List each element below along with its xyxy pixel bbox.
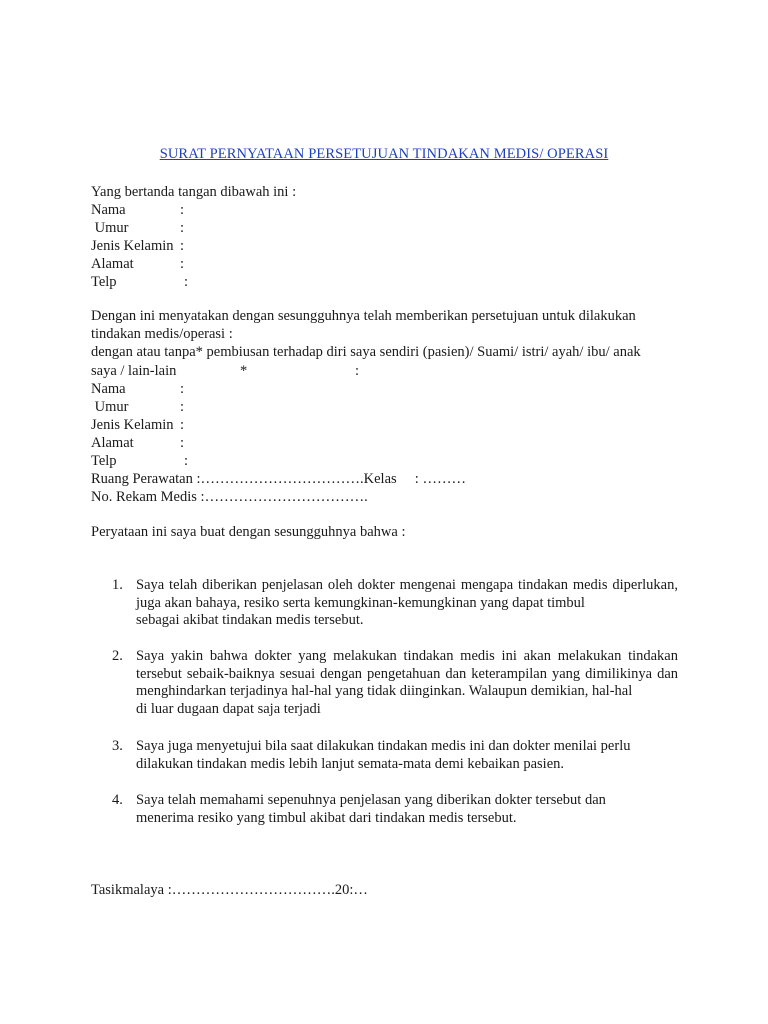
field-colon: : xyxy=(180,202,185,218)
field-label-alamat: Alamat xyxy=(91,435,134,451)
field-label-jenis-kelamin: Jenis Kelamin xyxy=(91,238,174,254)
list-item-number: 1. xyxy=(112,577,123,593)
statement-paragraph xyxy=(91,308,678,343)
statement-colon: : xyxy=(355,363,360,379)
field-colon: : xyxy=(180,238,185,254)
list-item-line: Saya telah memahami sepenuhnya penjelasan yang diberikan dokter tersebut dan xyxy=(136,792,606,808)
statement-line-2: tindakan medis/operasi : xyxy=(91,325,233,342)
list-item-number: 2. xyxy=(112,648,123,664)
statement-paragraph-2 xyxy=(91,344,678,362)
list-item-line: diperlukan, juga akan bahaya, resiko serta kemungkinan-kemungkinan yang dapat timbul xyxy=(136,577,678,611)
list-item-number: 3. xyxy=(112,738,123,754)
list-item-number: 4. xyxy=(112,792,123,808)
declaration-intro: Peryataan ini saya buat dengan sesungguhnya bahwa : xyxy=(91,524,406,540)
intro-text: Yang bertanda tangan dibawah ini : xyxy=(91,184,297,200)
list-item-text xyxy=(136,792,678,827)
statement-star: * xyxy=(240,363,248,379)
field-colon: : xyxy=(184,274,189,290)
field-label-nama: Nama xyxy=(91,202,126,218)
field-label-jenis-kelamin: Jenis Kelamin xyxy=(91,417,174,433)
field-label-umur: Umur xyxy=(91,220,129,236)
list-item-text xyxy=(136,577,678,630)
field-colon: : xyxy=(180,381,185,397)
list-item-text xyxy=(136,738,678,773)
list-item-line: sebagai akibat tindakan medis tersebut. xyxy=(136,612,364,629)
list-item-line: dan menghindarkan terjadinya hal-hal yang tidak diinginkan. Walaupun demikian, hal-hal xyxy=(136,665,678,700)
list-item-line: Saya telah diberikan penjelasan oleh dokter mengenai mengapa tindakan medis xyxy=(136,577,613,593)
field-label-alamat: Alamat xyxy=(91,256,134,272)
statement-line-1: Dengan ini menyatakan dengan sesungguhnya telah memberikan persetujuan untuk dilakukan xyxy=(91,308,636,324)
ruang-perawatan-line: Ruang Perawatan :…………………………….Kelas : ……… xyxy=(91,471,466,487)
place-date-line: Tasikmalaya :…………………………….20:… xyxy=(91,882,368,898)
field-colon: : xyxy=(180,435,185,451)
field-colon: : xyxy=(180,399,185,415)
field-label-nama: Nama xyxy=(91,381,126,397)
list-item-text xyxy=(136,648,678,718)
field-label-telp: Telp xyxy=(91,274,117,290)
document-title: SURAT PERNYATAAN PERSETUJUAN TINDAKAN MEDIS/ OPERASI xyxy=(159,146,609,162)
statement-line-3: dengan atau tanpa* pembiusan terhadap diri saya sendiri (pasien)/ Suami/ istri/ ayah/ ibu/ anak xyxy=(91,344,641,360)
list-item-line: tersebut sebaik-baiknya sesuai dengan pengetahuan dan keterampilan yang dimilikinya xyxy=(136,665,658,682)
field-colon: : xyxy=(180,220,185,236)
list-item-line: dilakukan tindakan medis lebih lanjut semata-mata demi kebaikan pasien. xyxy=(136,755,565,772)
field-colon: : xyxy=(180,417,185,433)
rekam-medis-line: No. Rekam Medis :……………………………. xyxy=(91,489,368,505)
field-colon: : xyxy=(184,453,189,469)
list-item-line: menerima resiko yang timbul akibat dari tindakan medis tersebut. xyxy=(136,809,517,826)
list-item-line: Saya yakin bahwa dokter yang melakukan tindakan medis ini akan melakukan tindakan xyxy=(136,648,678,664)
field-colon: : xyxy=(180,256,185,272)
list-item-line: di luar dugaan dapat saja terjadi xyxy=(136,700,321,717)
statement-line-4: saya / lain-lain xyxy=(91,363,177,379)
list-item-line: Saya juga menyetujui bila saat dilakukan tindakan medis ini dan dokter menilai perlu xyxy=(136,738,631,754)
field-label-telp: Telp xyxy=(91,453,117,469)
field-label-umur: Umur xyxy=(91,399,129,415)
